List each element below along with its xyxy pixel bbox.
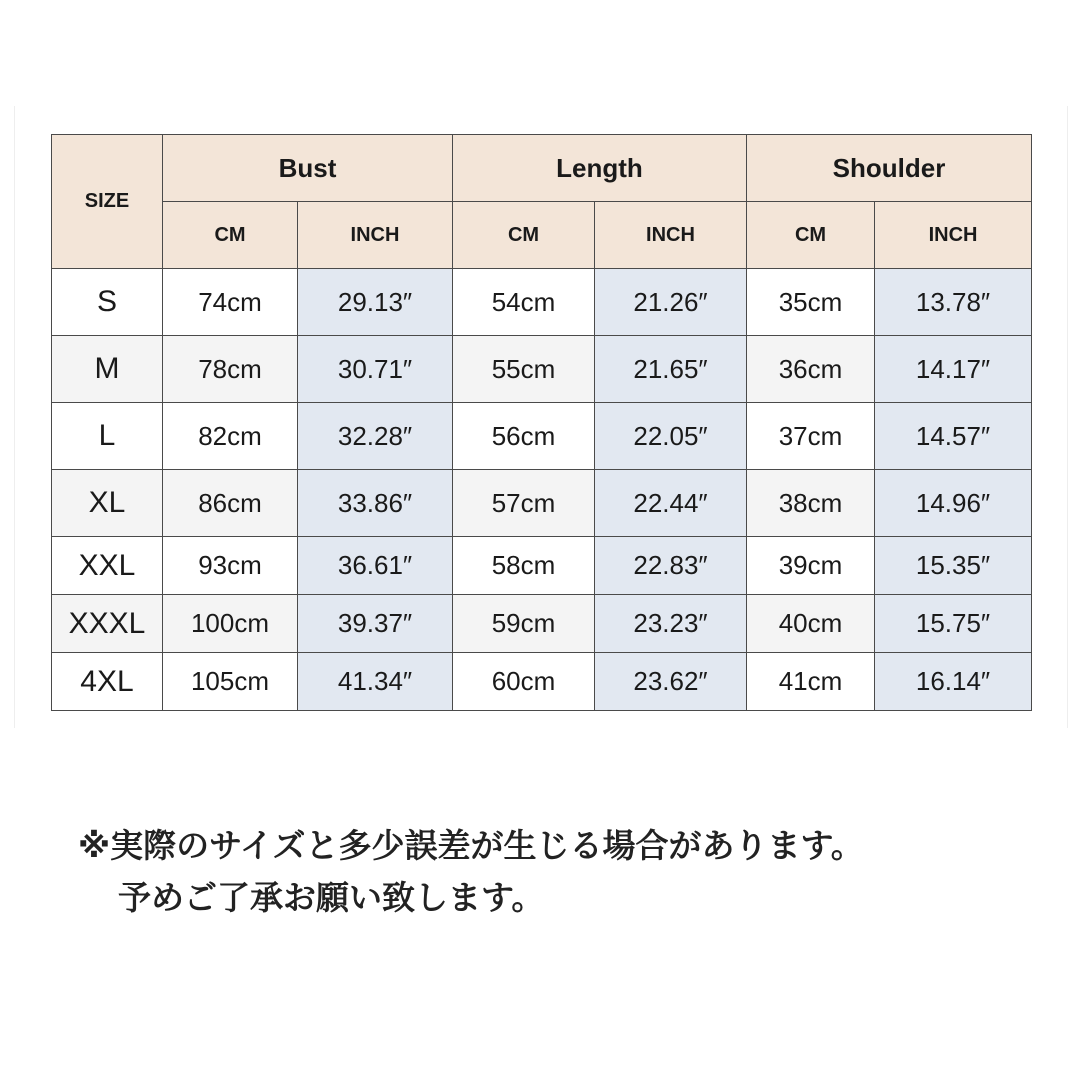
length-inch-cell: 21.26″ [595, 269, 747, 336]
length-cm-cell: 58cm [453, 537, 595, 595]
size-label-cell: L [52, 403, 163, 470]
bust-inch-cell: 33.86″ [298, 470, 453, 537]
shoulder-cm-cell: 38cm [747, 470, 875, 537]
bust-inch-cell: 30.71″ [298, 336, 453, 403]
size-label-cell: M [52, 336, 163, 403]
size-table [51, 134, 1032, 711]
table-row [52, 269, 1032, 336]
shoulder-cm-cell: 41cm [747, 653, 875, 711]
shoulder-cm-cell: 39cm [747, 537, 875, 595]
shoulder-cm-cell: 37cm [747, 403, 875, 470]
length-group-header: Length [453, 135, 747, 202]
shoulder-inch-cell: 14.96″ [875, 470, 1032, 537]
table-row [52, 470, 1032, 537]
bust-inch-cell: 29.13″ [298, 269, 453, 336]
length-cm-cell: 60cm [453, 653, 595, 711]
shoulder-inch-cell: 14.17″ [875, 336, 1032, 403]
table-row [52, 537, 1032, 595]
disclaimer-line-1: ※実際のサイズと多少誤差が生じる場合があります。 [78, 826, 864, 865]
length-cm-cell: 54cm [453, 269, 595, 336]
length-inch-cell: 23.23″ [595, 595, 747, 653]
shoulder-inch-cell: 13.78″ [875, 269, 1032, 336]
size-label-cell: S [52, 269, 163, 336]
bust-inch-cell: 32.28″ [298, 403, 453, 470]
shoulder-cm-cell: 40cm [747, 595, 875, 653]
shoulder-inch-header: INCH [875, 202, 1032, 269]
shoulder-inch-cell: 15.35″ [875, 537, 1032, 595]
bust-cm-cell: 105cm [163, 653, 298, 711]
table-row [52, 403, 1032, 470]
table-row [52, 595, 1032, 653]
length-cm-cell: 57cm [453, 470, 595, 537]
length-inch-cell: 22.05″ [595, 403, 747, 470]
shoulder-inch-cell: 16.14″ [875, 653, 1032, 711]
bust-cm-cell: 82cm [163, 403, 298, 470]
bust-cm-cell: 100cm [163, 595, 298, 653]
bust-inch-cell: 36.61″ [298, 537, 453, 595]
length-inch-cell: 22.44″ [595, 470, 747, 537]
size-label-cell: 4XL [52, 653, 163, 711]
shoulder-inch-cell: 14.57″ [875, 403, 1032, 470]
length-inch-cell: 22.83″ [595, 537, 747, 595]
length-cm-cell: 56cm [453, 403, 595, 470]
length-cm-cell: 59cm [453, 595, 595, 653]
shoulder-cm-cell: 35cm [747, 269, 875, 336]
bust-cm-cell: 78cm [163, 336, 298, 403]
bust-inch-cell: 41.34″ [298, 653, 453, 711]
shoulder-cm-cell: 36cm [747, 336, 875, 403]
shoulder-inch-cell: 15.75″ [875, 595, 1032, 653]
disclaimer-note [78, 820, 864, 924]
bust-cm-header: CM [163, 202, 298, 269]
length-inch-header: INCH [595, 202, 747, 269]
length-inch-cell: 21.65″ [595, 336, 747, 403]
bust-cm-cell: 86cm [163, 470, 298, 537]
size-column-header: SIZE [52, 135, 163, 269]
length-inch-cell: 23.62″ [595, 653, 747, 711]
length-cm-header: CM [453, 202, 595, 269]
length-cm-cell: 55cm [453, 336, 595, 403]
size-label-cell: XXL [52, 537, 163, 595]
shoulder-group-header: Shoulder [747, 135, 1032, 202]
bust-inch-cell: 39.37″ [298, 595, 453, 653]
bust-inch-header: INCH [298, 202, 453, 269]
size-label-cell: XXXL [52, 595, 163, 653]
table-body [52, 269, 1032, 711]
shoulder-cm-header: CM [747, 202, 875, 269]
size-label-cell: XL [52, 470, 163, 537]
bust-cm-cell: 93cm [163, 537, 298, 595]
bust-group-header: Bust [163, 135, 453, 202]
bust-cm-cell: 74cm [163, 269, 298, 336]
table-row [52, 653, 1032, 711]
disclaimer-line-2: 予めご了承お願い致します。 [118, 878, 545, 917]
table-row [52, 336, 1032, 403]
